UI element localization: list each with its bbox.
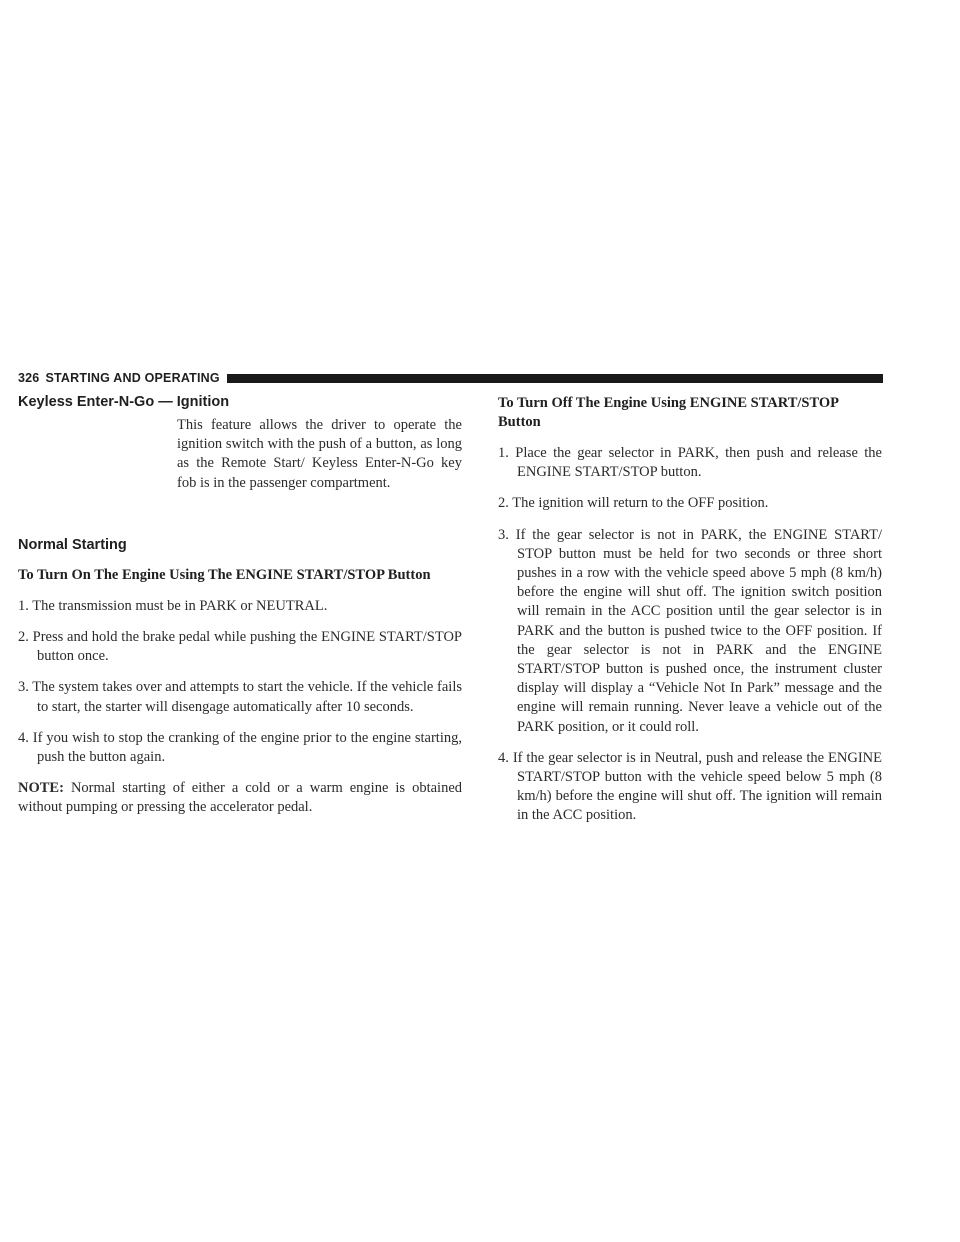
note-paragraph (18, 779, 462, 817)
subheading-turn-off: To Turn Off The Engine Using ENGINE START/STOP Button (498, 395, 839, 430)
list-item: 2. The ignition will return to the OFF position. (498, 495, 769, 512)
note-text: Normal starting of either a cold or a warm engine is obtained without pumping or pressing the accelerator pedal. (18, 780, 463, 816)
page-number: 326 (18, 371, 40, 385)
list-item: 3. The system takes over and attempts to start the vehicle. If the vehicle fails to start, the starter will disengage automatically after 10 seconds. (18, 679, 462, 715)
heading-keyless-enter-n-go: Keyless Enter-N-Go — Ignition (18, 394, 230, 410)
turn-on-steps (18, 597, 462, 767)
turn-off-steps (498, 444, 882, 826)
page-header (18, 370, 883, 386)
list-item: 1. Place the gear selector in PARK, then push and release the ENGINE START/STOP button. (498, 445, 882, 481)
subheading-turn-on: To Turn On The Engine Using The ENGINE START/STOP Button (18, 566, 431, 583)
list-item: 1. The transmission must be in PARK or NEUTRAL. (18, 597, 328, 614)
list-item: 3. If the gear selector is not in PARK, the ENGINE START/ STOP button must be held for two seconds or three short pushes in a row with the vehicle speed above 5 mph (8 km/h) before the engine will shut off. The ignition switch position will remain in the ACC position until the gear selector is in PARK and the button is pushed twice to the OFF position. If the gear selector is not in PARK and the ENGINE START/STOP button is pushed once, the instrument cluster display will display a “Vehicle Not In Park” message and the engine will remain running. Never leave a vehicle out of the PARK position, or it could roll. (498, 526, 882, 735)
intro-paragraph: This feature allows the driver to operate the ignition switch with the push of a button, as long as the Remote Start/ Keyless Enter-N-Go key fob is in the passenger compartment. (177, 417, 462, 491)
list-item: 4. If you wish to stop the cranking of the engine prior to the engine starting, push the button again. (18, 729, 462, 766)
section-title: STARTING AND OPERATING (45, 371, 220, 385)
left-column (18, 394, 462, 818)
right-column (498, 394, 882, 826)
note-label: NOTE: (18, 780, 64, 797)
list-item: 2. Press and hold the brake pedal while pushing the ENGINE START/STOP button once. (18, 629, 462, 665)
heading-normal-starting: Normal Starting (18, 536, 127, 553)
list-item: 4. If the gear selector is in Neutral, push and release the ENGINE START/STOP button with the vehicle speed below 5 mph (8 km/h) before the engine will shut off. The ignition will remain in the ACC position. (498, 749, 882, 824)
header-rule (227, 374, 883, 383)
